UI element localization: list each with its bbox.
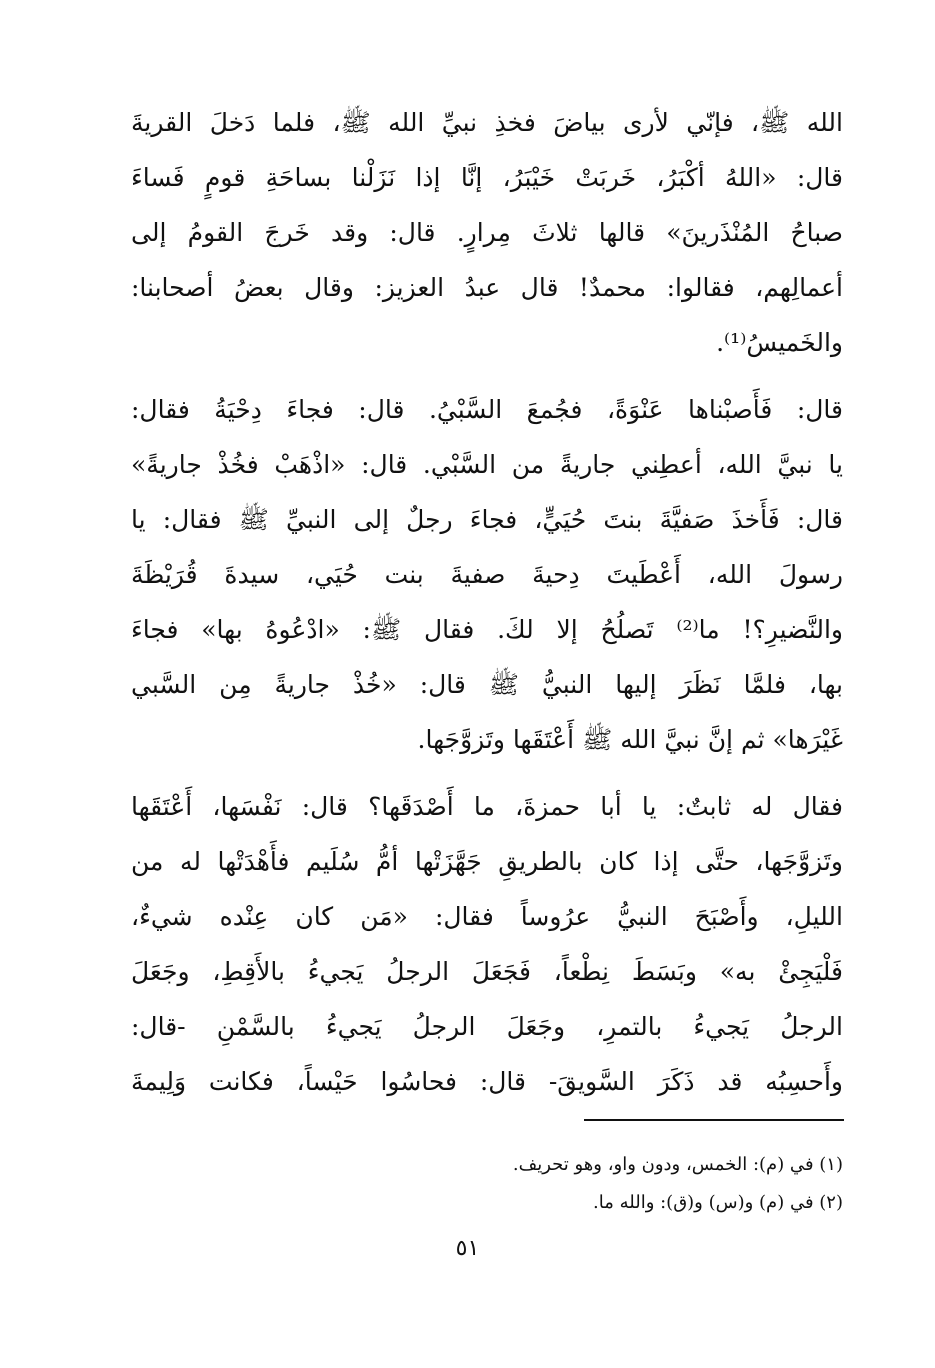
text-line: وتَزوَّجَها، حتَّى إذا كان بالطريقِ جَهَّزَتْها أمُّ سُلَيم فأَهْدَتْها له من	[131, 847, 843, 876]
text-line: والخَميسُ⁽¹⁾.	[716, 328, 843, 357]
paragraph-2	[131, 382, 843, 767]
text-line: رسولَ الله، أَعْطَيتَ دِحيةَ صفيةَ بنت حُيَي، سيدةَ قُرَيْظَةَ	[131, 560, 843, 589]
paragraph-3	[131, 779, 843, 1109]
footnote-1: (١) في (م): الخمس، ودون واو، وهو تحريف.	[512, 1154, 843, 1175]
text-line: الله ﷺ، فإنّي لأرى بياضَ فخذِ نبيِّ الله ﷺ، فلما دَخلَ القريةَ	[131, 108, 843, 137]
footnote-2: (٢) في (م) و(س) و(ق): والله ما.	[593, 1192, 843, 1213]
text-line: وأَحسِبُه قد ذَكَرَ السَّويقَ- قال: فحاسُوا حَيْساً، فكانت وَلِيمةَ	[131, 1067, 843, 1096]
text-line: أعمالِهم، فقالوا: محمدٌ! قال عبدُ العزيز: وقال بعضُ أصحابنا:	[131, 273, 843, 302]
text-line: بها، فلمَّا نَظَرَ إليها النبيُّ ﷺ قال: «خُذْ جاريةً مِن السَّبي	[131, 670, 843, 699]
text-line: صباحُ المُنْذَرينَ» قالها ثلاثَ مِرارٍ. قال: وقد خَرجَ القومُ إلى	[131, 218, 843, 247]
main-text	[131, 95, 843, 1109]
text-line: فقال له ثابتٌ: يا أبا حمزةَ، ما أَصْدَقَها؟ قال: نَفْسَها، أَعْتَقَها	[131, 792, 843, 821]
footnote-separator	[584, 1119, 844, 1121]
text-line: غَيْرَها» ثم إنَّ نبيَّ الله ﷺ أَعْتَقَها وتَزوَّجَها.	[417, 725, 843, 754]
text-line: يا نبيَّ الله، أعطِني جاريةً من السَّبْي. قال: «اذْهَبْ فخُذْ جاريةً»	[131, 450, 843, 479]
text-line: والنَّضيرِ؟! ما⁽²⁾ تَصلُحُ إلا لكَ. فقال ﷺ: «ادْعُوهُ بها» فجاءَ	[131, 615, 843, 644]
text-line: قال: فَأَصبْناها عَنْوَةً، فجُمعَ السَّبْيُ. قال: فجاءَ دِحْيَةُ فقال:	[131, 395, 843, 424]
text-line: قال: فَأَخذَ صَفيَّةَ بنتَ حُيَيٍّ، فجاءَ رجلٌ إلى النبيِّ ﷺ فقال: يا	[131, 505, 843, 534]
text-line: قال: «اللهُ أكْبَرُ، خَربَتْ خَيْبَرُ، إنَّا إذا نَزَلْنا بساحَةِ قومٍ فَساءَ	[131, 163, 843, 192]
text-line: الرجلُ يَجيءُ بالتمرِ، وجَعَلَ الرجلُ يَجيءُ بالسَّمْنِ -قال:	[131, 1012, 843, 1041]
text-line: فَلْيَجِئْ به» وبَسَطَ نِطْعاً، فَجَعَلَ الرجلُ يَجيءُ بالأَقِطِ، وجَعَلَ	[131, 957, 843, 986]
page-number: ٥١	[455, 1236, 480, 1261]
paragraph-1	[131, 95, 843, 370]
text-line: الليلِ، وأَصْبَحَ النبيُّ عرُوساً فقال: «مَن كان عِنْده شيءٌ،	[131, 902, 843, 931]
footnotes	[131, 1146, 843, 1222]
